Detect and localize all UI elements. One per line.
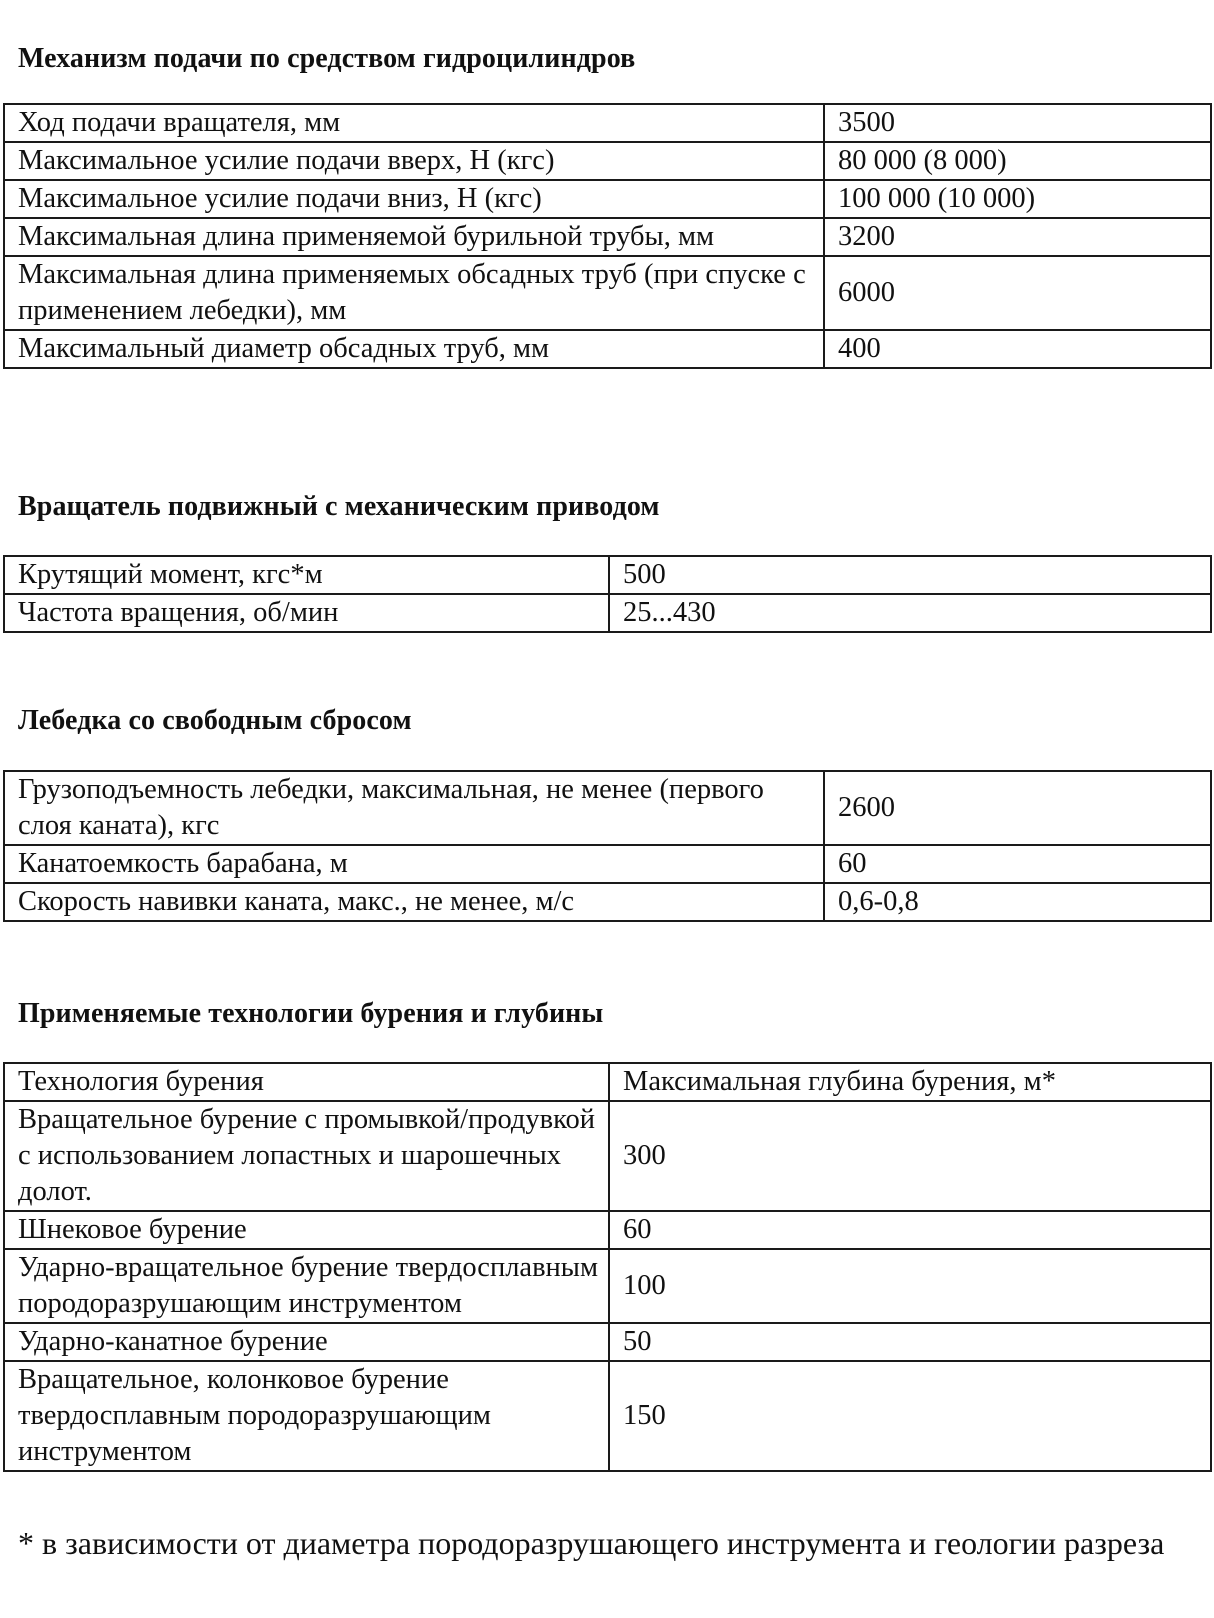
value-cell: 3200 bbox=[824, 218, 1211, 256]
table-row bbox=[4, 218, 1211, 256]
param-cell: Ударно-вращательное бурение твердосплавным породоразрушающим инструментом bbox=[4, 1249, 609, 1323]
param-cell: Максимальная длина применяемой бурильной трубы, мм bbox=[4, 218, 824, 256]
table-header-row bbox=[4, 1063, 1211, 1101]
value-cell: 2600 bbox=[824, 771, 1211, 845]
param-cell: Вращательное, колонковое бурение твердосплавным породоразрушающим инструментом bbox=[4, 1361, 609, 1471]
section-title-winch: Лебедка со свободным сбросом bbox=[18, 705, 412, 736]
value-cell: 100 000 (10 000) bbox=[824, 180, 1211, 218]
table-row bbox=[4, 1211, 1211, 1249]
table-row bbox=[4, 556, 1211, 594]
table-row bbox=[4, 180, 1211, 218]
section-title-feed-mechanism: Механизм подачи по средством гидроцилиндров bbox=[18, 43, 636, 74]
value-cell: 3500 bbox=[824, 104, 1211, 142]
header-cell-technology: Технология бурения bbox=[4, 1063, 609, 1101]
table-row bbox=[4, 256, 1211, 330]
rotator-table bbox=[3, 555, 1212, 633]
value-cell: 100 bbox=[609, 1249, 1211, 1323]
param-cell: Шнековое бурение bbox=[4, 1211, 609, 1249]
table-row bbox=[4, 330, 1211, 368]
value-cell: 25...430 bbox=[609, 594, 1211, 632]
param-cell: Максимальный диаметр обсадных труб, мм bbox=[4, 330, 824, 368]
table-row bbox=[4, 104, 1211, 142]
value-cell: 80 000 (8 000) bbox=[824, 142, 1211, 180]
section-title-drilling-technologies: Применяемые технологии бурения и глубины bbox=[18, 998, 604, 1029]
param-cell: Максимальное усилие подачи вверх, Н (кгс) bbox=[4, 142, 824, 180]
winch-table bbox=[3, 770, 1212, 922]
param-cell: Крутящий момент, кгс*м bbox=[4, 556, 609, 594]
value-cell: 150 bbox=[609, 1361, 1211, 1471]
section-title-rotator: Вращатель подвижный с механическим приводом bbox=[18, 491, 660, 522]
table-row bbox=[4, 594, 1211, 632]
param-cell: Ход подачи вращателя, мм bbox=[4, 104, 824, 142]
param-cell: Скорость навивки каната, макс., не менее, м/с bbox=[4, 883, 824, 921]
value-cell: 60 bbox=[609, 1211, 1211, 1249]
param-cell: Частота вращения, об/мин bbox=[4, 594, 609, 632]
table-row bbox=[4, 845, 1211, 883]
value-cell: 50 bbox=[609, 1323, 1211, 1361]
table-row bbox=[4, 1101, 1211, 1211]
table-row bbox=[4, 1323, 1211, 1361]
param-cell: Максимальная длина применяемых обсадных труб (при спуске с применением лебедки), мм bbox=[4, 256, 824, 330]
value-cell: 6000 bbox=[824, 256, 1211, 330]
param-cell: Ударно-канатное бурение bbox=[4, 1323, 609, 1361]
value-cell: 400 bbox=[824, 330, 1211, 368]
feed-mechanism-table bbox=[3, 103, 1212, 369]
table-row bbox=[4, 771, 1211, 845]
param-cell: Максимальное усилие подачи вниз, Н (кгс) bbox=[4, 180, 824, 218]
drilling-technologies-table bbox=[3, 1062, 1212, 1472]
value-cell: 0,6-0,8 bbox=[824, 883, 1211, 921]
param-cell: Канатоемкость барабана, м bbox=[4, 845, 824, 883]
param-cell: Вращательное бурение с промывкой/продувкой с использованием лопастных и шарошечных долот. bbox=[4, 1101, 609, 1211]
value-cell: 300 bbox=[609, 1101, 1211, 1211]
table-row bbox=[4, 1249, 1211, 1323]
header-cell-max-depth: Максимальная глубина бурения, м* bbox=[609, 1063, 1211, 1101]
param-cell: Грузоподъемность лебедки, максимальная, не менее (первого слоя каната), кгс bbox=[4, 771, 824, 845]
value-cell: 60 bbox=[824, 845, 1211, 883]
table-row bbox=[4, 142, 1211, 180]
footnote: * в зависимости от диаметра породоразрушающего инструмента и геологии разреза bbox=[18, 1525, 1165, 1561]
table-row bbox=[4, 883, 1211, 921]
table-row bbox=[4, 1361, 1211, 1471]
value-cell: 500 bbox=[609, 556, 1211, 594]
